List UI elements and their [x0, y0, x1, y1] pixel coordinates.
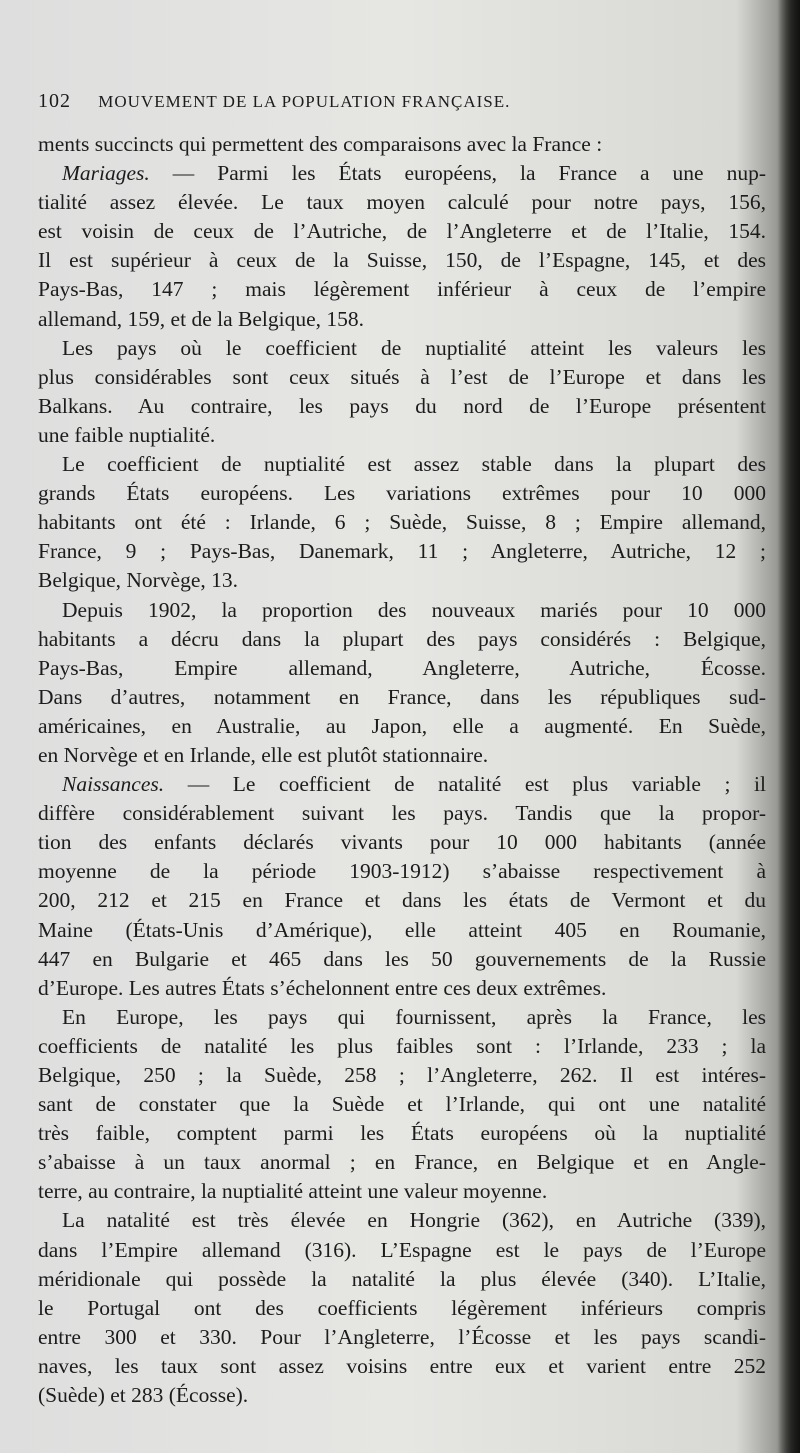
line-text: sant de constater que la Suède et l’Irlande, qui ont une natalité	[38, 1092, 766, 1117]
line-text: Pays-Bas, Empire allemand, Angleterre, Autriche, Écosse.	[38, 655, 766, 680]
book-spine-shadow	[778, 0, 800, 1453]
line-text: coefficients de natalité les plus faibles sont : l’Irlande, 233 ; la	[38, 1033, 766, 1058]
line-text: Maine (États-Unis d’Amérique), elle atteint 405 en Roumanie,	[38, 917, 766, 942]
line-text: tion des enfants déclarés vivants pour 10 000 habitants (année	[38, 830, 766, 855]
line-text: américaines, en Australie, au Japon, elle a augmenté. En Suède,	[38, 713, 766, 738]
text-line	[38, 508, 766, 537]
text-line	[38, 1206, 766, 1235]
text-line	[38, 305, 766, 334]
text-line	[38, 828, 766, 857]
running-title: MOUVEMENT DE LA POPULATION FRANÇAISE.	[98, 92, 511, 111]
text-line	[38, 1003, 766, 1032]
line-text: en Norvège et en Irlande, elle est plutôt stationnaire.	[38, 742, 489, 767]
line-text: 447 en Bulgarie et 465 dans les 50 gouvernements de la Russie	[38, 946, 766, 971]
text-line	[38, 886, 766, 915]
text-line	[38, 770, 766, 799]
page-number: 102	[38, 90, 71, 112]
line-text: Depuis 1902, la proportion des nouveaux mariés pour 10 000	[62, 597, 766, 622]
line-text: — Parmi les États européens, la France a une nup-	[149, 161, 766, 186]
text-line	[38, 1177, 766, 1206]
line-text: habitants a décru dans la plupart des pays considérés : Belgique,	[38, 626, 766, 651]
text-line	[38, 479, 766, 508]
text-line	[38, 363, 766, 392]
text-line	[38, 130, 766, 159]
text-line	[38, 857, 766, 886]
line-text: tialité assez élevée. Le taux moyen calculé pour notre pays, 156,	[38, 190, 766, 215]
text-line	[38, 537, 766, 566]
text-line	[38, 188, 766, 217]
line-text: France, 9 ; Pays-Bas, Danemark, 11 ; Angleterre, Autriche, 12 ;	[38, 539, 766, 564]
text-line	[38, 596, 766, 625]
line-text: ments succincts qui permettent des comparaisons avec la France :	[38, 132, 603, 156]
text-line	[38, 1236, 766, 1265]
line-text: est voisin de ceux de l’Autriche, de l’Angleterre et de l’Italie, 154.	[38, 219, 766, 244]
section-lead: Naissances.	[62, 772, 165, 797]
line-text: moyenne de la période 1903-1912) s’abaisse respectivement à	[38, 859, 766, 884]
text-line	[38, 945, 766, 974]
line-text: dans l’Empire allemand (316). L’Espagne est le pays de l’Europe	[38, 1237, 766, 1262]
text-line	[38, 974, 766, 1003]
text-line	[38, 566, 766, 595]
text-line	[38, 916, 766, 945]
text-line	[38, 450, 766, 479]
text-line	[38, 1294, 766, 1323]
line-text: Pays-Bas, 147 ; mais légèrement inférieur à ceux de l’empire	[38, 277, 766, 302]
text-line	[38, 392, 766, 421]
text-line	[38, 159, 766, 188]
line-text: entre 300 et 330. Pour l’Angleterre, l’Écosse et les pays scandi-	[38, 1324, 766, 1349]
text-line	[38, 1032, 766, 1061]
text-line	[38, 1061, 766, 1090]
line-text: 200, 212 et 215 en France et dans les états de Vermont et du	[38, 888, 766, 913]
line-text: plus considérables sont ceux situés à l’est de l’Europe et dans les	[38, 364, 766, 389]
section-lead: Mariages.	[62, 161, 150, 186]
line-text: Dans d’autres, notamment en France, dans les républiques sud-	[38, 684, 766, 709]
text-line	[38, 1265, 766, 1294]
line-text: d’Europe. Les autres États s’échelonnent entre ces deux extrêmes.	[38, 975, 607, 1000]
running-header	[38, 90, 758, 120]
body-text	[38, 130, 766, 1410]
text-line	[38, 1381, 766, 1410]
text-line	[38, 1119, 766, 1148]
line-text: s’abaisse à un taux anormal ; en France, en Belgique et en Angle-	[38, 1150, 766, 1175]
line-text: Le coefficient de nuptialité est assez stable dans la plupart des	[62, 452, 766, 477]
text-line	[38, 799, 766, 828]
line-text: — Le coefficient de natalité est plus variable ; il	[164, 772, 766, 797]
line-text: diffère considérablement suivant les pays. Tandis que la propor-	[38, 801, 766, 826]
line-text: habitants ont été : Irlande, 6 ; Suède, Suisse, 8 ; Empire allemand,	[38, 510, 766, 535]
text-line	[38, 275, 766, 304]
text-line	[38, 1352, 766, 1381]
text-line	[38, 246, 766, 275]
line-text: (Suède) et 283 (Écosse).	[38, 1383, 249, 1408]
text-line	[38, 683, 766, 712]
line-text: Les pays où le coefficient de nuptialité atteint les valeurs les	[62, 335, 766, 360]
text-line	[38, 654, 766, 683]
line-text: Belgique, 250 ; la Suède, 258 ; l’Angleterre, 262. Il est intéres-	[38, 1063, 766, 1087]
text-line	[38, 1148, 766, 1177]
line-text: Belgique, Norvège, 13.	[38, 568, 239, 593]
line-text: méridionale qui possède la natalité la plus élevée (340). L’Italie,	[38, 1266, 766, 1291]
line-text: le Portugal ont des coefficients légèrement inférieurs compris	[38, 1295, 766, 1320]
line-text: La natalité est très élevée en Hongrie (362), en Autriche (339),	[62, 1208, 766, 1233]
line-text: Il est supérieur à ceux de la Suisse, 150, de l’Espagne, 145, et des	[38, 248, 766, 273]
line-text: naves, les taux sont assez voisins entre eux et varient entre 252	[38, 1353, 766, 1378]
line-text: très faible, comptent parmi les États européens où la nuptialité	[38, 1121, 766, 1146]
text-line	[38, 1323, 766, 1352]
line-text: allemand, 159, et de la Belgique, 158.	[38, 306, 364, 331]
text-line	[38, 334, 766, 363]
text-line	[38, 625, 766, 654]
line-text: Balkans. Au contraire, les pays du nord de l’Europe présentent	[38, 393, 766, 418]
text-line	[38, 217, 766, 246]
text-line	[38, 712, 766, 741]
line-text: grands États européens. Les variations extrêmes pour 10 000	[38, 481, 766, 506]
text-line	[38, 1090, 766, 1119]
line-text: une faible nuptialité.	[38, 422, 216, 447]
line-text: terre, au contraire, la nuptialité atteint une valeur moyenne.	[38, 1179, 548, 1204]
line-text: En Europe, les pays qui fournissent, après la France, les	[62, 1004, 766, 1029]
text-line	[38, 421, 766, 450]
text-line	[38, 741, 766, 770]
